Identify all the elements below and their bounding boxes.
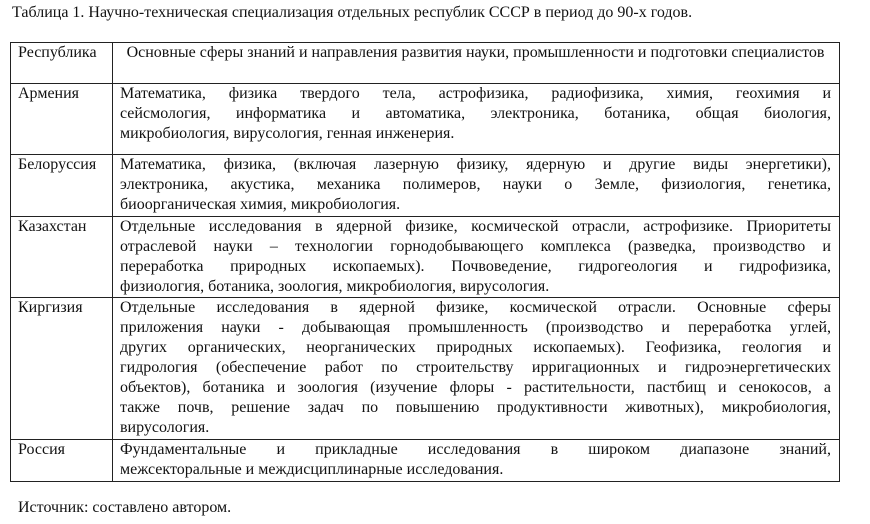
table-header-row: [11, 43, 840, 84]
cell-text-line: Отдельные исследования в ядерной физике, космической отрасли. Основные сферы: [120, 299, 831, 316]
cell-text-line: переработка природных ископаемых). Почвоведение, гидрогеология и гидрофизика,: [120, 258, 831, 275]
cell-text-line: вирусология.: [120, 419, 210, 436]
cell-text-line: Фундаментальные и прикладные исследования в широком диапазоне знаний,: [120, 441, 831, 458]
cell-text-line: других органических, неорганических природных ископаемых). Геофизика, геология и: [120, 339, 831, 356]
republic-cell: Казахстан: [11, 217, 113, 298]
table-row: [11, 217, 840, 298]
cell-text-line: гидрология (обеспечение работ по строительству ирригационных и гидроэнергетических: [120, 359, 831, 376]
cell-text-line: Математика, физика, (включая лазерную физику, ядерную и другие виды энергетики),: [120, 156, 831, 173]
cell-text-line: биоорганическая химия, микробиология.: [120, 196, 401, 213]
cell-text-line: Математика, физика твердого тела, астрофизика, радиофизика, химия, геохимия и: [120, 85, 831, 102]
republic-cell: Белоруссия: [11, 155, 113, 217]
table-row: [11, 440, 840, 482]
header-republic: Республика: [11, 43, 113, 84]
table-row: [11, 155, 840, 217]
table-caption: Таблица 1. Научно-техническая специализация отдельных республик СССР в период до 90-х годов.: [12, 4, 693, 21]
republic-cell: Киргизия: [11, 298, 113, 440]
spheres-cell: [113, 440, 840, 482]
header-spheres: Основные сферы знаний и направления развития науки, промышленности и подготовки специалистов: [113, 43, 840, 84]
cell-text-line: объектов), ботаника и зоология (изучение флоры - растительности, пастбищ и сенокосов, а: [120, 379, 831, 396]
cell-text-line: сейсмология, информатика и автоматика, электроника, ботаника, общая биология,: [120, 105, 831, 122]
spheres-cell: [113, 298, 840, 440]
table-row: [11, 84, 840, 155]
cell-text-line: отраслевой науки – технологии горнодобывающего комплекса (разведка, производство и: [120, 238, 831, 255]
cell-text-line: также почв, решение задач по повышению продуктивности животных), микробиология,: [120, 399, 831, 416]
spheres-cell: [113, 217, 840, 298]
source-note: Источник: составлено автором.: [18, 499, 232, 516]
spheres-cell: [113, 84, 840, 155]
cell-text-line: микробиология, вирусология, генная инженерия.: [120, 125, 455, 142]
republic-cell: Россия: [11, 440, 113, 482]
cell-text-line: межсекторальные и междисциплинарные исследования.: [120, 461, 504, 478]
cell-text-line: приложения науки - добывающая промышленность (производство и переработка углей,: [120, 319, 831, 336]
table-row: [11, 298, 840, 440]
cell-text-line: физиология, ботаника, зоология, микробиология, вирусология.: [120, 278, 550, 295]
cell-text-line: электроника, акустика, механика полимеров, науки о Земле, физиология, генетика,: [120, 176, 831, 193]
spheres-cell: [113, 155, 840, 217]
specialization-table: [10, 42, 840, 482]
cell-text-line: Отдельные исследования в ядерной физике, космической отрасли, астрофизике. Приоритеты: [120, 218, 831, 235]
republic-cell: Армения: [11, 84, 113, 155]
